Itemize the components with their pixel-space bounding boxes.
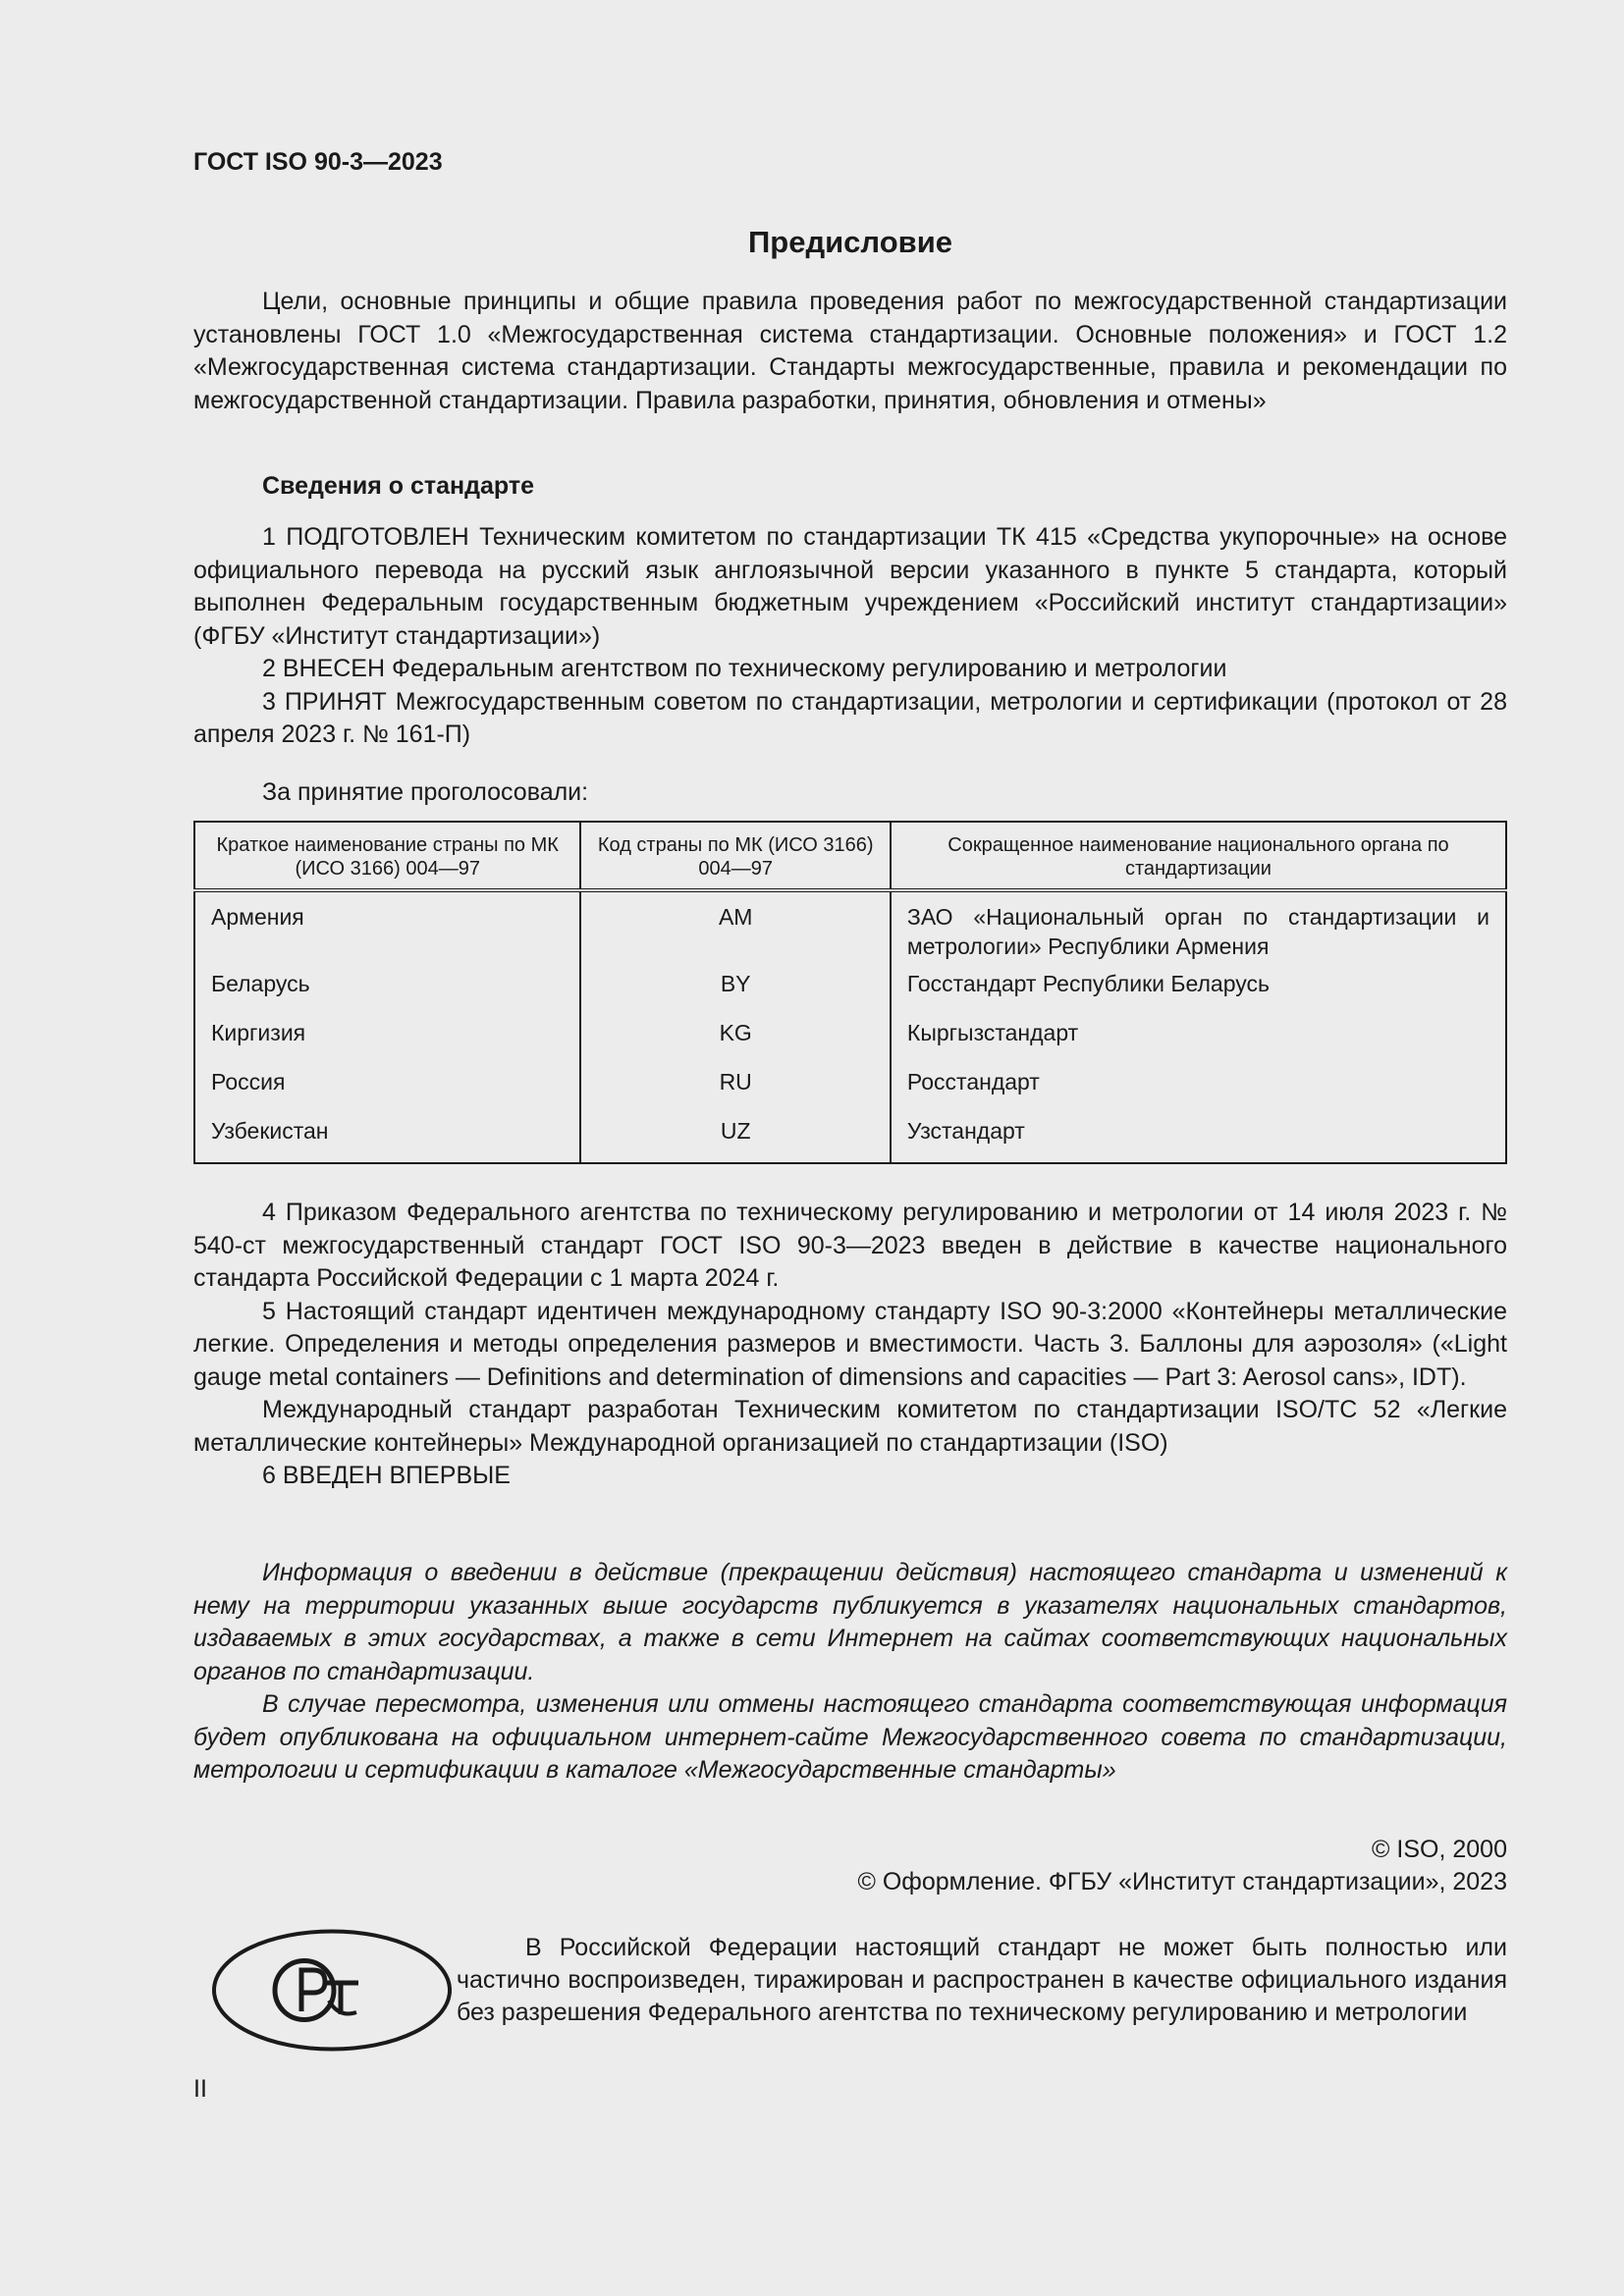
item-4: 4 Приказом Федерального агентства по техническому регулированию и метрологии от 14 июля 2023 г. № 540-ст межгосударственный стандарт ГОСТ ISO 90-3—2023 введен в действие в качестве национального стандарта Российской Федерации с 1 марта 2024 г. (193, 1199, 1507, 1292)
cell-code: KG (580, 1018, 890, 1067)
note-info: Информация о введении в действие (прекращении действия) настоящего стандарта и изменений к нему на территории указанных выше государств публикуется в указателях национальных стандартов, издаваемых в этих государствах, а также в сети Интернет на сайтах соответствующих национальных органов по стандартизации. (193, 1559, 1507, 1685)
preface-intro-block (193, 286, 1507, 417)
cell-country: Узбекистан (194, 1116, 580, 1163)
cell-code: BY (580, 969, 890, 1018)
cell-code: UZ (580, 1116, 890, 1163)
reproduction-notice: В Российской Федерации настоящий стандарт не может быть полностью или частично воспроизведен, тиражирован и распространен в качестве официального издания без разрешения Федерального агентства по техническому регулированию и метрологии (457, 1934, 1507, 2026)
cell-body: Росстандарт (906, 1069, 1040, 1095)
table-row (194, 969, 1506, 1018)
header-body: Сокращенное наименование национального органа по стандартизации (891, 822, 1506, 890)
header-country: Краткое наименование страны по МК (ИСО 3166) 004—97 (194, 822, 580, 890)
document-code: ГОСТ ISO 90-3—2023 (193, 148, 443, 176)
table-row (194, 1067, 1506, 1116)
votes-table (193, 821, 1507, 1164)
standard-info-heading: Сведения о стандарте (262, 472, 535, 500)
cell-country: Армения (194, 890, 580, 969)
items-after-block (193, 1197, 1507, 1493)
cell-country: Киргизия (194, 1018, 580, 1067)
cell-code: RU (580, 1067, 890, 1116)
page-title: Предисловие (747, 225, 952, 259)
item-5: 5 Настоящий стандарт идентичен международному стандарту ISO 90-3:2000 «Контейнеры металлические легкие. Определения и методы определения размеров и вместимости. Часть 3. Баллоны для аэрозоля» («Light gauge metal containers — Definitions and determination of dimensions and capacities — Part 3: Aerosol cans», IDT). (193, 1297, 1507, 1391)
rst-logo-icon (211, 1928, 453, 2053)
item-6: 6 ВВЕДЕН ВПЕРВЫЕ (262, 1462, 511, 1489)
header-code: Код страны по МК (ИСО 3166) 004—97 (580, 822, 890, 890)
notes-block (193, 1557, 1507, 1788)
table-header-row (194, 822, 1506, 890)
cell-body: Узстандарт (906, 1118, 1025, 1144)
table-row (194, 1018, 1506, 1067)
item-3: 3 ПРИНЯТ Межгосударственным советом по стандартизации, метрологии и сертификации (протокол от 28 апреля 2023 г. № 161-П) (193, 687, 1507, 748)
item-5-note: Международный стандарт разработан Техническим комитетом по стандартизации ISO/TC 52 «Легкие металлические контейнеры» Международной организацией по стандартизации (ISO) (193, 1396, 1507, 1457)
cell-body: Госстандарт Республики Беларусь (906, 971, 1270, 996)
item-1: 1 ПОДГОТОВЛЕН Техническим комитетом по стандартизации ТК 415 «Средства укупорочные» на основе официального перевода на русский язык англоязычной версии указанного в пункте 5 стандарта, который выполнен Федеральным государственным бюджетным учреждением «Российский институт стандартизации» (ФГБУ «Институт стандартизации») (193, 523, 1507, 650)
cell-country: Россия (194, 1067, 580, 1116)
copyright-iso: © ISO, 2000 (1372, 1836, 1507, 1863)
preface-intro: Цели, основные принципы и общие правила проведения работ по межгосударственной стандартизации установлены ГОСТ 1.0 «Межгосударственная система стандартизации. Основные положения» и ГОСТ 1.2 «Межгосударственная система стандартизации. Стандарты межгосударственные, правила и рекомендации по межгосударственной стандартизации. Правила разработки, принятия, обновления и отмены» (193, 288, 1507, 414)
item-2: 2 ВНЕСЕН Федеральным агентством по техническому регулированию и метрологии (262, 655, 1227, 682)
voted-label: За принятие проголосовали: (262, 778, 589, 806)
cell-country: Беларусь (194, 969, 580, 1018)
table-row (194, 890, 1506, 969)
standard-info-items (193, 521, 1507, 752)
note-revision: В случае пересмотра, изменения или отмены настоящего стандарта соответствующая информация будет опубликована на официальном интернет-сайте Межгосударственного совета по стандартизации, метрологии и сертификации в каталоге «Межгосударственные стандарты» (193, 1690, 1507, 1784)
copyright-design: © Оформление. ФГБУ «Институт стандартизации», 2023 (857, 1868, 1507, 1896)
page-number: II (193, 2075, 207, 2103)
cell-body: Кыргызстандарт (906, 1020, 1079, 1045)
table-row (194, 1116, 1506, 1163)
cell-body: ЗАО «Национальный орган по стандартизации и метрологии» Республики Армения (906, 904, 1489, 959)
cell-code: AM (580, 890, 890, 969)
